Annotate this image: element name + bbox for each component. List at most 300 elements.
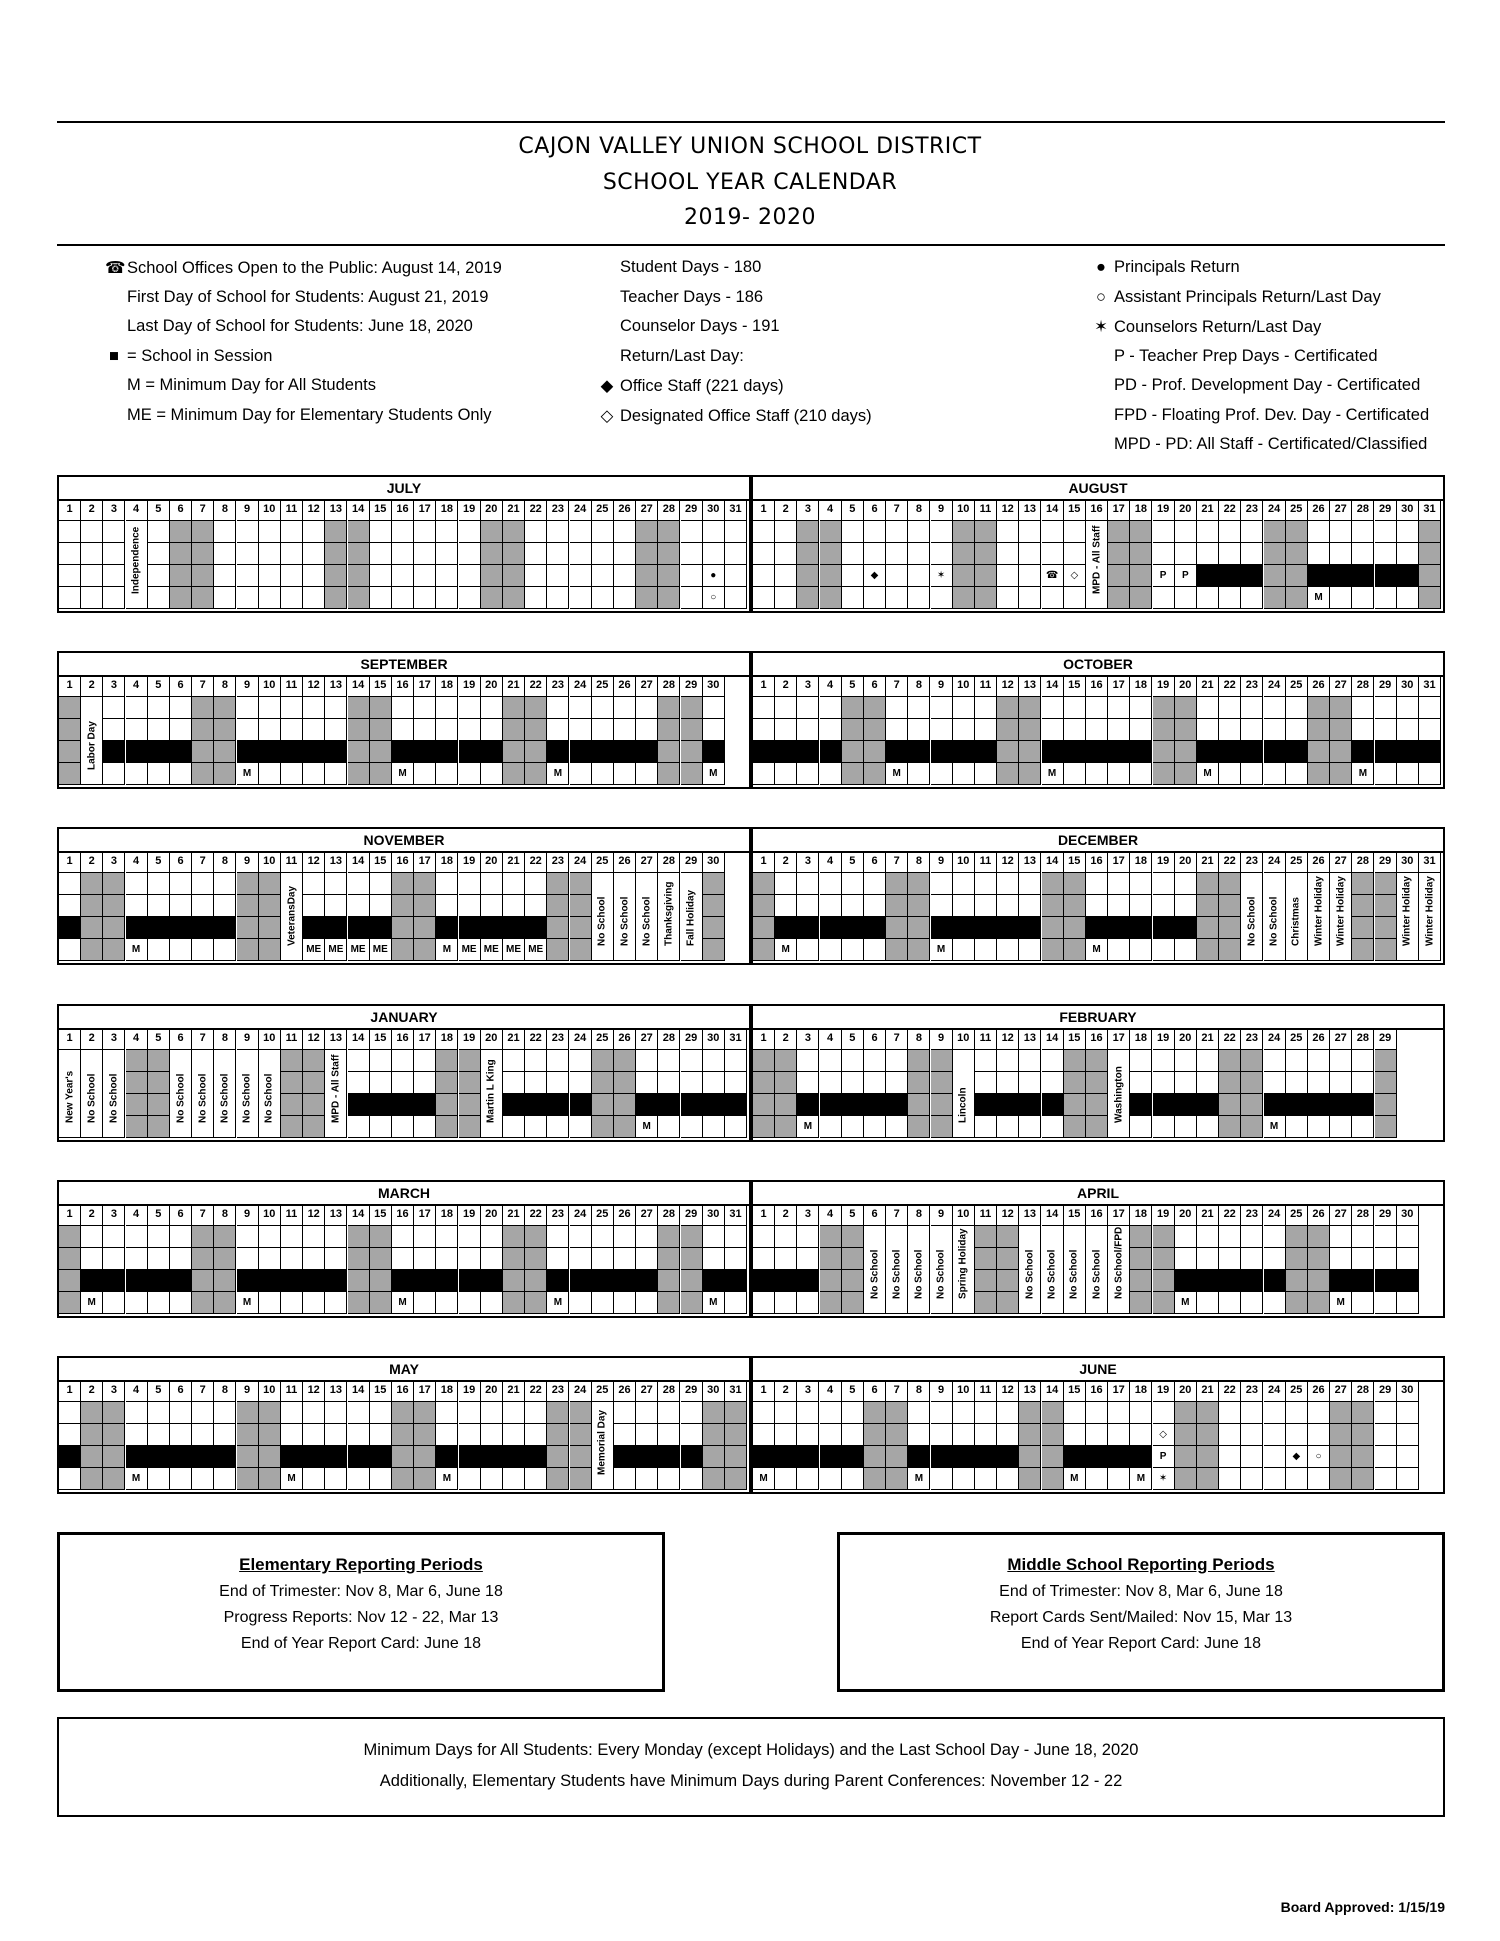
day-cell	[348, 1248, 370, 1270]
day-cell	[908, 543, 930, 565]
day-cell	[703, 1226, 725, 1248]
day-cell	[1175, 741, 1197, 763]
day-column	[303, 499, 325, 611]
day-number: 23	[547, 1380, 569, 1402]
day-cell	[1397, 763, 1419, 785]
day-cell	[658, 1468, 680, 1490]
day-number: 28	[1352, 1204, 1374, 1226]
day-cell	[325, 697, 347, 719]
day-cell	[1330, 565, 1352, 587]
day-number: 1	[753, 1380, 775, 1402]
day-cell	[525, 1072, 547, 1094]
day-number: 27	[1330, 851, 1352, 873]
day-cell	[547, 1468, 569, 1490]
day-cell	[703, 1402, 725, 1424]
day-cell	[908, 1050, 930, 1072]
day-cell	[997, 895, 1019, 917]
day-cell	[370, 521, 392, 543]
day-column	[753, 1380, 775, 1492]
holiday-label	[59, 1050, 81, 1138]
day-column	[725, 1028, 747, 1140]
header-rule	[57, 244, 1445, 246]
day-column	[842, 1028, 864, 1140]
day-cell	[725, 1270, 747, 1292]
day-cell	[436, 1292, 458, 1314]
holiday-text: Lincoln	[957, 1087, 969, 1123]
day-cell	[481, 763, 503, 785]
day-column	[953, 1204, 975, 1316]
day-number: 31	[725, 499, 747, 521]
day-cell	[797, 1050, 819, 1072]
day-cell	[436, 587, 458, 609]
day-cell	[459, 1446, 481, 1468]
day-number: 11	[281, 675, 303, 697]
day-cell	[1352, 895, 1374, 917]
day-cell	[348, 521, 370, 543]
day-cell	[525, 1226, 547, 1248]
day-column	[614, 1028, 636, 1140]
day-cell: ○	[703, 587, 725, 609]
day-column	[414, 675, 436, 787]
day-column	[1153, 1028, 1175, 1140]
day-cell	[975, 587, 997, 609]
day-cell	[192, 543, 214, 565]
day-cell	[820, 939, 842, 961]
day-number: 3	[797, 1204, 819, 1226]
day-cell	[1219, 1050, 1241, 1072]
day-cell	[842, 521, 864, 543]
day-column	[103, 1204, 125, 1316]
day-cell: M	[392, 1292, 414, 1314]
day-number: 9	[237, 499, 259, 521]
day-column	[753, 1028, 775, 1140]
day-cell	[481, 1446, 503, 1468]
day-cell: ME	[303, 939, 325, 961]
day-cell	[192, 1292, 214, 1314]
day-cell	[348, 1424, 370, 1446]
day-cell	[1197, 719, 1219, 741]
day-cell	[392, 1446, 414, 1468]
day-number: 22	[525, 1380, 547, 1402]
day-cell	[1153, 1094, 1175, 1116]
day-column	[192, 1380, 214, 1492]
day-cell	[658, 1446, 680, 1468]
legend-text: Office Staff (221 days)	[620, 377, 784, 395]
day-cell	[303, 1402, 325, 1424]
day-cell	[1175, 587, 1197, 609]
day-number: 15	[1064, 1380, 1086, 1402]
day-cell	[325, 763, 347, 785]
day-cell	[908, 521, 930, 543]
legend-item	[1092, 376, 1420, 395]
day-number: 8	[214, 675, 236, 697]
day-cell	[281, 565, 303, 587]
day-cell	[237, 719, 259, 741]
day-column	[997, 499, 1019, 611]
day-cell	[1219, 1248, 1241, 1270]
day-number: 1	[753, 499, 775, 521]
day-number: 7	[192, 1380, 214, 1402]
holiday-text: No School	[1046, 1249, 1058, 1299]
day-column	[886, 851, 908, 963]
day-cell	[103, 521, 125, 543]
day-column	[1042, 675, 1064, 787]
day-cell	[459, 741, 481, 763]
day-number: 13	[1019, 499, 1041, 521]
holiday-text: VeteransDay	[286, 885, 297, 946]
day-column	[525, 1028, 547, 1140]
day-column	[953, 851, 975, 963]
day-cell	[886, 587, 908, 609]
day-number: 27	[1330, 1204, 1352, 1226]
day-cell	[681, 1446, 703, 1468]
day-number: 10	[259, 1028, 281, 1050]
day-cell	[436, 1094, 458, 1116]
day-cell	[570, 1072, 592, 1094]
day-number: 18	[436, 1028, 458, 1050]
day-cell	[975, 1468, 997, 1490]
day-cell	[570, 565, 592, 587]
day-cell	[931, 1094, 953, 1116]
day-number: 13	[1019, 675, 1041, 697]
day-number: 29	[681, 1380, 703, 1402]
day-column	[797, 1380, 819, 1492]
day-number: 21	[1197, 851, 1219, 873]
day-cell	[953, 873, 975, 895]
day-cell	[1308, 1072, 1330, 1094]
day-cell	[281, 741, 303, 763]
day-number: 30	[703, 499, 725, 521]
day-column	[1419, 675, 1441, 787]
day-column	[459, 675, 481, 787]
holiday-text: Martin L King	[485, 1059, 497, 1123]
day-number: 5	[842, 1380, 864, 1402]
day-cell	[1130, 939, 1152, 961]
calendar-title: SCHOOL YEAR CALENDAR	[602, 170, 898, 195]
day-cell	[1130, 1292, 1152, 1314]
day-cell	[414, 1402, 436, 1424]
day-cell	[259, 1424, 281, 1446]
day-cell	[908, 873, 930, 895]
day-column	[614, 499, 636, 611]
day-cell	[348, 873, 370, 895]
day-cell	[459, 697, 481, 719]
day-cell	[414, 763, 436, 785]
day-cell	[908, 1424, 930, 1446]
day-cell	[547, 543, 569, 565]
day-cell	[1019, 1402, 1041, 1424]
day-cell	[1064, 873, 1086, 895]
day-cell	[1219, 1468, 1241, 1490]
day-number: 31	[725, 1028, 747, 1050]
day-column	[370, 1204, 392, 1316]
day-cell	[1197, 1094, 1219, 1116]
day-number: 4	[820, 675, 842, 697]
day-cell	[1308, 741, 1330, 763]
day-cell	[953, 543, 975, 565]
day-cell	[725, 521, 747, 543]
day-column	[658, 1028, 680, 1140]
day-column	[842, 499, 864, 611]
day-number: 7	[192, 675, 214, 697]
day-cell	[703, 1468, 725, 1490]
day-cell	[753, 1072, 775, 1094]
day-number: 15	[370, 675, 392, 697]
day-column	[1330, 499, 1352, 611]
day-column	[325, 1028, 347, 1140]
day-cell	[797, 1094, 819, 1116]
holiday-text: Independence	[130, 526, 142, 594]
day-column	[192, 851, 214, 963]
day-column	[1108, 499, 1130, 611]
holiday-text: No School	[219, 1073, 231, 1123]
day-cell	[1219, 1094, 1241, 1116]
day-number: 8	[214, 1028, 236, 1050]
day-cell	[864, 741, 886, 763]
day-cell	[681, 1292, 703, 1314]
day-cell	[414, 719, 436, 741]
day-cell	[103, 939, 125, 961]
day-cell	[775, 565, 797, 587]
day-column	[975, 851, 997, 963]
day-column	[414, 499, 436, 611]
day-cell	[886, 1116, 908, 1138]
day-cell	[1375, 1226, 1397, 1248]
day-number: 12	[303, 675, 325, 697]
legend-symbol-icon: ✶	[1094, 318, 1108, 336]
day-cell	[303, 873, 325, 895]
day-column	[259, 675, 281, 787]
day-cell	[908, 1402, 930, 1424]
day-cell	[1153, 763, 1175, 785]
day-cell	[1042, 1424, 1064, 1446]
day-cell	[81, 895, 103, 917]
holiday-text: No School	[1024, 1249, 1036, 1299]
day-cell	[703, 873, 725, 895]
day-column	[592, 851, 614, 963]
day-cell	[547, 1072, 569, 1094]
day-cell	[1397, 1226, 1419, 1248]
day-cell	[170, 939, 192, 961]
day-number: 23	[1241, 1028, 1263, 1050]
day-cell	[614, 1446, 636, 1468]
day-cell: M	[1086, 939, 1108, 961]
day-cell	[1219, 1424, 1241, 1446]
day-column	[547, 1028, 569, 1140]
day-cell	[1175, 719, 1197, 741]
day-number: 15	[1064, 1204, 1086, 1226]
day-number: 20	[1175, 851, 1197, 873]
elementary-reporting-box	[57, 1532, 665, 1692]
day-cell	[997, 1468, 1019, 1490]
day-column	[481, 499, 503, 611]
day-cell	[636, 1050, 658, 1072]
day-cell	[753, 1424, 775, 1446]
day-cell	[1397, 543, 1419, 565]
day-number: 23	[1241, 499, 1263, 521]
day-cell	[325, 521, 347, 543]
day-cell	[214, 1292, 236, 1314]
day-cell	[681, 1424, 703, 1446]
day-cell	[1330, 763, 1352, 785]
day-column	[908, 499, 930, 611]
day-cell	[953, 719, 975, 741]
day-column	[570, 1028, 592, 1140]
day-cell	[997, 1094, 1019, 1116]
day-cell	[725, 1094, 747, 1116]
day-number: 14	[1042, 1028, 1064, 1050]
day-column	[1086, 1204, 1108, 1316]
day-cell	[797, 763, 819, 785]
day-cell	[753, 1116, 775, 1138]
day-cell	[1241, 1270, 1263, 1292]
holiday-label	[1042, 1226, 1064, 1314]
day-cell	[259, 719, 281, 741]
day-cell	[281, 1072, 303, 1094]
month-name: APRIL	[753, 1182, 1443, 1206]
day-cell	[753, 719, 775, 741]
day-cell	[931, 587, 953, 609]
day-cell	[614, 763, 636, 785]
day-column	[59, 1204, 81, 1316]
day-cell	[259, 565, 281, 587]
day-cell	[1153, 1270, 1175, 1292]
day-column	[703, 851, 725, 963]
legend-text: FPD - Floating Prof. Dev. Day - Certificated	[1114, 405, 1430, 424]
day-cell	[997, 917, 1019, 939]
day-cell	[126, 1270, 148, 1292]
day-cell	[192, 873, 214, 895]
day-cell	[303, 763, 325, 785]
day-cell	[725, 1072, 747, 1094]
holiday-label	[931, 1226, 953, 1314]
day-cell	[1130, 1248, 1152, 1270]
day-cell	[820, 521, 842, 543]
day-cell	[1397, 565, 1419, 587]
day-cell	[503, 521, 525, 543]
day-cell	[481, 1424, 503, 1446]
day-cell	[1241, 1446, 1263, 1468]
day-cell	[1219, 1292, 1241, 1314]
day-cell	[1375, 1072, 1397, 1094]
day-cell: M	[126, 1468, 148, 1490]
day-cell	[820, 719, 842, 741]
day-cell	[931, 873, 953, 895]
day-cell	[103, 741, 125, 763]
day-cell	[1286, 1468, 1308, 1490]
legend-text: Principals Return	[1114, 258, 1240, 276]
day-cell	[481, 1248, 503, 1270]
day-column	[864, 499, 886, 611]
day-number: 25	[1286, 499, 1308, 521]
day-number: 6	[170, 675, 192, 697]
day-cell	[459, 1116, 481, 1138]
day-column	[1219, 1380, 1241, 1492]
day-number: 21	[503, 1204, 525, 1226]
day-cell	[547, 1402, 569, 1424]
day-cell	[570, 543, 592, 565]
day-column	[281, 1204, 303, 1316]
day-number: 7	[886, 1380, 908, 1402]
day-cell	[775, 917, 797, 939]
day-cell	[1197, 1050, 1219, 1072]
holiday-text: Winter Holiday	[1313, 876, 1324, 946]
day-cell	[1019, 697, 1041, 719]
day-cell	[797, 1292, 819, 1314]
legend-symbol-icon: ○	[1096, 287, 1106, 306]
day-cell	[842, 873, 864, 895]
day-cell	[303, 1292, 325, 1314]
day-cell	[614, 521, 636, 543]
holiday-text: No School	[241, 1073, 253, 1123]
day-cell	[459, 1270, 481, 1292]
day-cell	[1042, 1446, 1064, 1468]
day-number: 8	[214, 1204, 236, 1226]
legend-item	[105, 406, 492, 425]
day-cell	[259, 1446, 281, 1468]
day-number: 22	[525, 1028, 547, 1050]
day-cell	[997, 1248, 1019, 1270]
day-cell	[703, 741, 725, 763]
day-column	[325, 1380, 347, 1492]
day-cell	[436, 543, 458, 565]
day-cell	[997, 939, 1019, 961]
day-column	[126, 1380, 148, 1492]
day-cell	[636, 1072, 658, 1094]
day-cell	[842, 543, 864, 565]
day-number: 28	[658, 1380, 680, 1402]
day-cell	[931, 1072, 953, 1094]
day-number: 30	[1397, 1380, 1419, 1402]
day-column	[1175, 851, 1197, 963]
day-cell	[259, 587, 281, 609]
day-cell	[1064, 741, 1086, 763]
day-number: 14	[348, 675, 370, 697]
day-cell: M	[797, 1116, 819, 1138]
day-cell	[753, 873, 775, 895]
day-cell	[392, 697, 414, 719]
day-cell	[636, 1424, 658, 1446]
day-number: 8	[214, 851, 236, 873]
day-column	[525, 499, 547, 611]
elementary-line: Progress Reports: Nov 12 - 22, Mar 13	[223, 1609, 499, 1626]
day-cell	[658, 1402, 680, 1424]
day-cell	[658, 1292, 680, 1314]
day-cell	[886, 1468, 908, 1490]
day-cell	[414, 587, 436, 609]
day-number: 2	[775, 499, 797, 521]
day-cell	[370, 1050, 392, 1072]
day-number: 8	[214, 499, 236, 521]
day-cell	[1175, 873, 1197, 895]
day-number: 22	[525, 851, 547, 873]
holiday-label	[126, 521, 148, 609]
day-cell	[103, 1226, 125, 1248]
day-cell	[1286, 1270, 1308, 1292]
calendar-row	[57, 651, 1445, 789]
day-cell	[820, 1050, 842, 1072]
day-cell	[392, 1072, 414, 1094]
day-column	[1308, 851, 1330, 963]
day-column	[725, 1380, 747, 1492]
day-cell	[81, 1248, 103, 1270]
day-column	[1064, 1380, 1086, 1492]
day-number: 7	[886, 1204, 908, 1226]
day-number: 1	[59, 499, 81, 521]
day-number: 12	[997, 675, 1019, 697]
day-cell	[797, 741, 819, 763]
legend-symbol-icon: ◇	[600, 406, 614, 425]
